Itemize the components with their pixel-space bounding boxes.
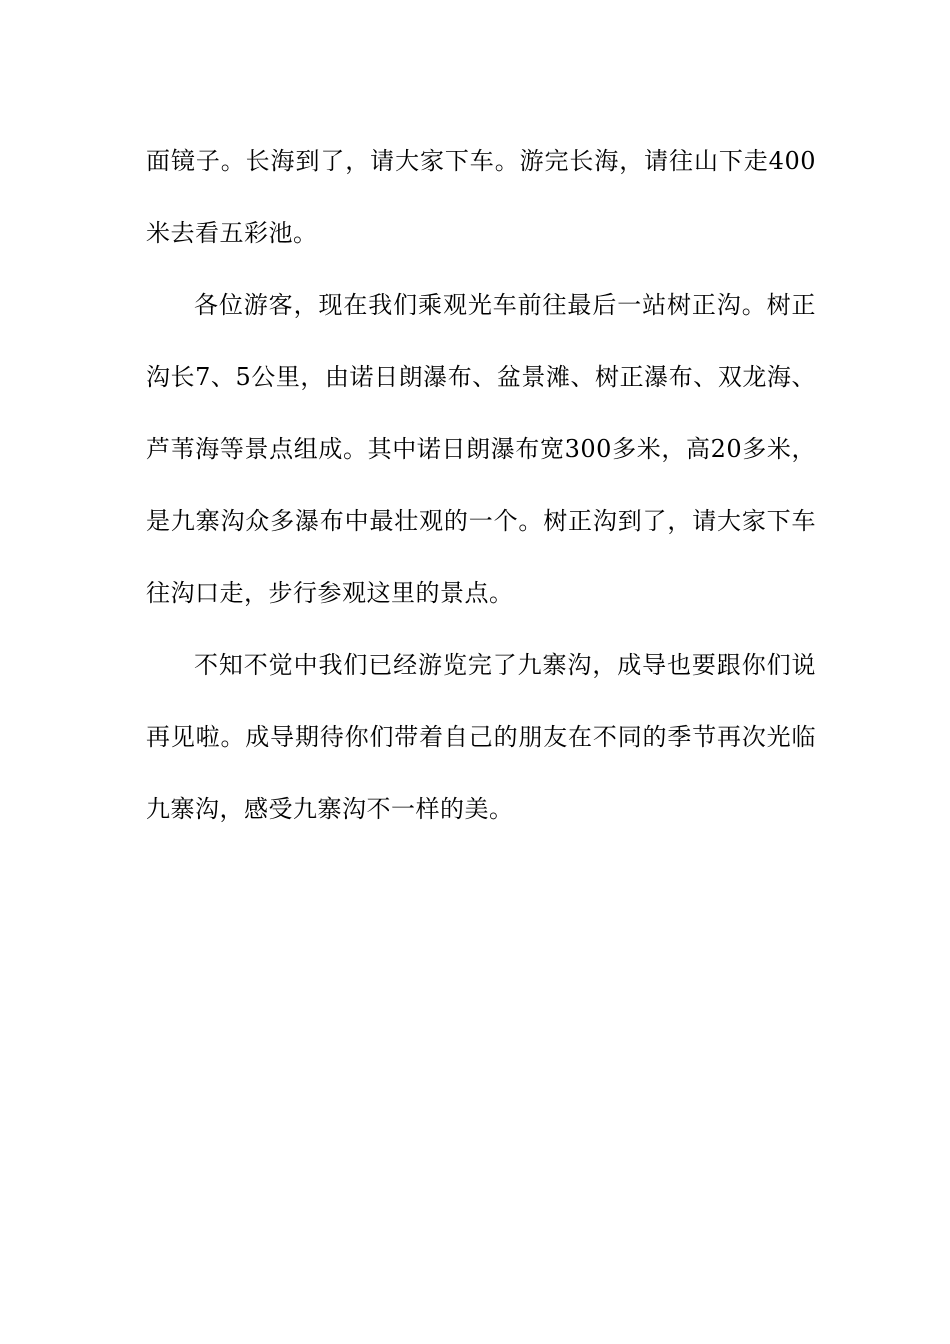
document-body [146,125,816,845]
paragraph-farewell: 不知不觉中我们已经游览完了九寨沟，成导也要跟你们说再见啦。成导期待你们带着自己的朋友在不同的季节再次光临九寨沟，感受九寨沟不一样的美。 [146,651,816,823]
paragraph-continued: 面镜子。长海到了，请大家下车。游完长海，请往山下走400米去看五彩池。 [146,147,816,247]
paragraph-shuzheng-gully: 各位游客，现在我们乘观光车前往最后一站树正沟。树正沟长7、5公里，由诺日朗瀑布、盆景滩、树正瀑布、双龙海、芦苇海等景点组成。其中诺日朗瀑布宽300多米，高20多米，是九寨沟众多瀑布中最壮观的一个。树正沟到了，请大家下车往沟口走，步行参观这里的景点。 [146,291,816,607]
